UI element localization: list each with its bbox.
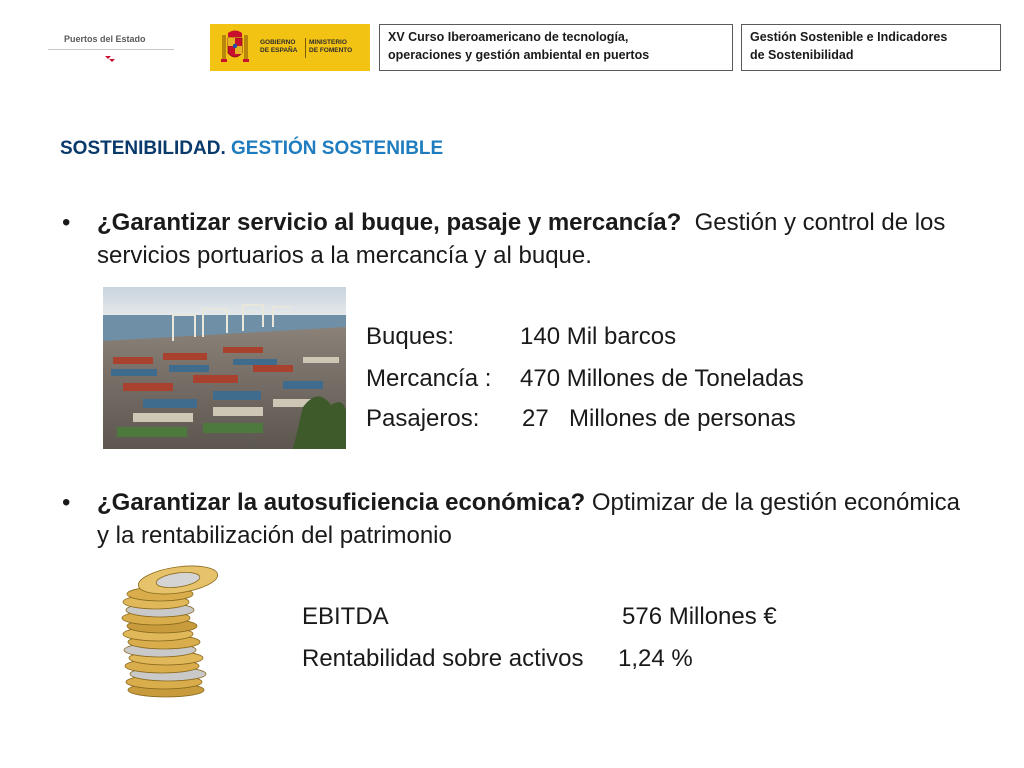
bullet-1-text [97, 206, 977, 272]
finance-value-ebitda: 576 Millones € [622, 603, 777, 630]
course-title-line2: operaciones y gestión ambiental en puertos [388, 48, 650, 62]
stat-number-buques: 140 [520, 323, 561, 350]
bullet-2-symbol: • [62, 489, 71, 516]
bullet-2-question: ¿Garantizar la autosuficiencia económica? [97, 489, 586, 516]
logo-divider [48, 49, 174, 50]
stat-number-pasajeros: 27 [522, 405, 549, 432]
gov-left-text [260, 39, 297, 55]
stat-row-buques [366, 322, 454, 352]
gobierno-espana-logo [210, 24, 370, 71]
topic-title-line2: de Sostenibilidad [750, 48, 854, 62]
stat-row-mercancia [366, 364, 491, 394]
gov-left-line1: GOBIERNO [260, 39, 296, 46]
stat-value-pasajeros [522, 404, 549, 434]
coat-of-arms-icon [218, 29, 252, 66]
finance-label-ebitda: EBITDA [302, 603, 389, 630]
stat-label-pasajeros: Pasajeros: [366, 405, 480, 432]
gov-right-line1: MINISTERIO [309, 39, 347, 46]
gov-right-text [309, 39, 352, 55]
stat-value-buques [520, 322, 676, 352]
finance-label-rentabilidad: Rentabilidad sobre activos [302, 645, 584, 672]
topic-title-line1: Gestión Sostenible e Indicadores [750, 30, 948, 44]
puertos-del-estado-logo [48, 24, 174, 74]
stat-label-mercancia: Mercancía : [366, 365, 492, 392]
section-title-part1: SOSTENIBILIDAD. [60, 138, 226, 159]
bullet-1-answer: Gestión y control de los servicios portuarios a la mercancía y al buque. [97, 209, 946, 269]
section-title [60, 138, 443, 160]
logo-mark-icon [104, 54, 116, 64]
port-terminal-photo [103, 287, 346, 449]
bullet-1-question: ¿Garantizar servicio al buque, pasaje y mercancía? [97, 209, 682, 236]
bullet-1-symbol: • [62, 209, 71, 236]
stat-unit-buques: Mil barcos [566, 323, 677, 350]
finance-value-rentabilidad: 1,24 % [618, 645, 693, 672]
stat-unit-mercancia: Millones de Toneladas [566, 365, 804, 392]
stat-unit-pasajeros: Millones de personas [569, 405, 796, 432]
stat-unit-pasajeros-wrap [569, 404, 796, 434]
bullet-2-answer: Optimizar de la gestión económica y la rentabilización del patrimonio [97, 489, 961, 549]
stat-value-mercancia [520, 364, 804, 394]
gov-divider [305, 38, 306, 58]
course-title-box [379, 24, 733, 71]
gov-left-line2: DE ESPAÑA [260, 47, 298, 54]
topic-title-box [741, 24, 1001, 71]
stat-label-buques: Buques: [366, 323, 455, 350]
course-title-line1: XV Curso Iberoamericano de tecnología, [388, 30, 629, 44]
euro-coins-stack-photo [106, 562, 231, 698]
stat-number-mercancia: 470 [520, 365, 561, 392]
gov-right-line2: DE FOMENTO [309, 47, 353, 54]
stat-row-pasajeros [366, 404, 479, 434]
bullet-2-text [97, 486, 977, 552]
section-title-part2: GESTIÓN SOSTENIBLE [231, 138, 444, 159]
logo-text: Puertos del Estado [64, 34, 146, 44]
